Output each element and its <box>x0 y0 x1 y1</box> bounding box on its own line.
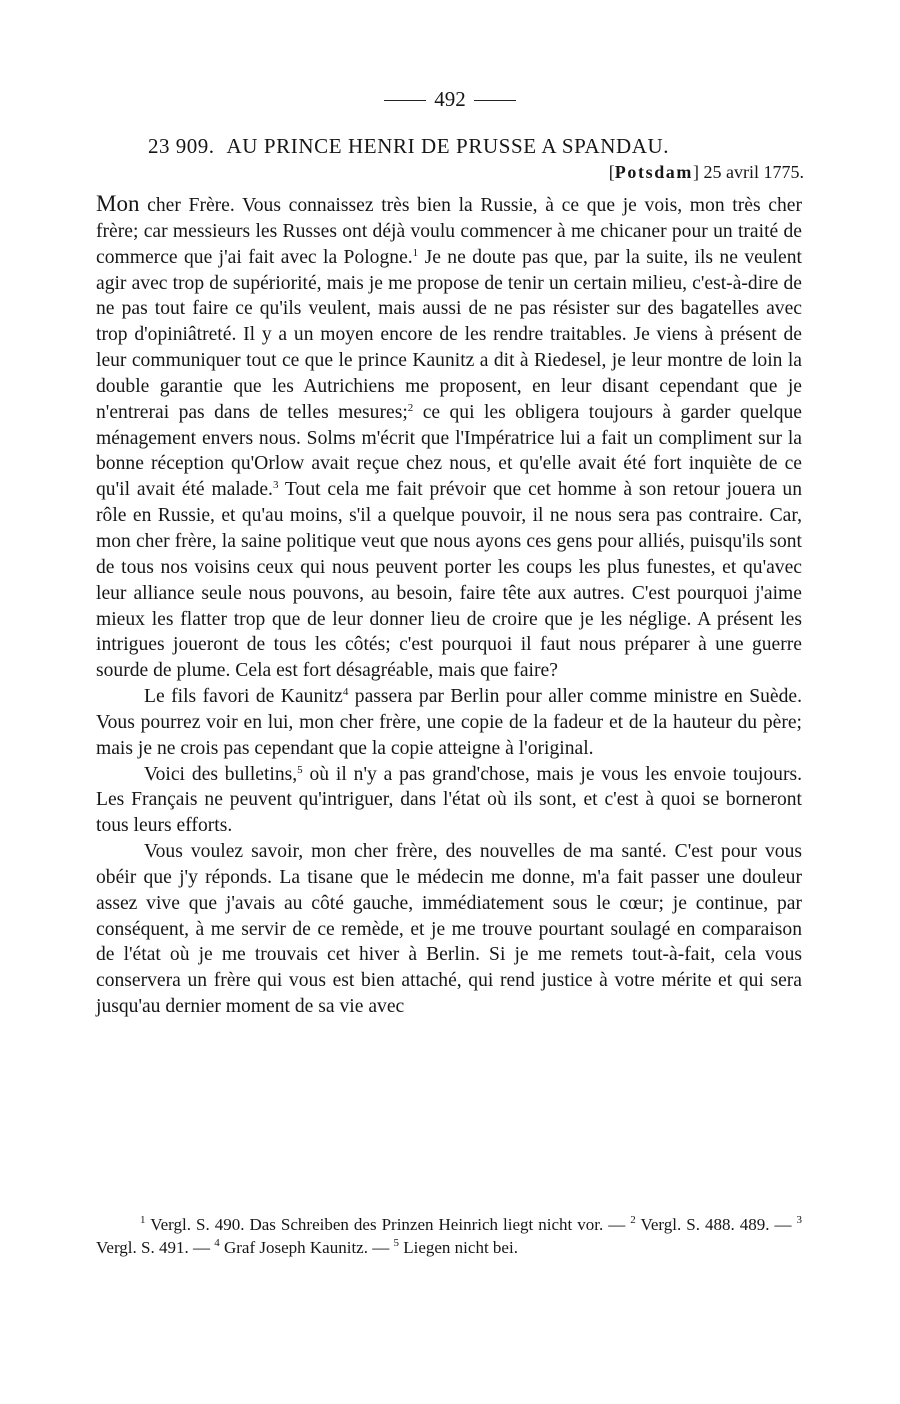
paragraph-1 <box>96 191 802 684</box>
letter-body <box>96 191 802 1020</box>
footnote-2-text: Vergl. S. 488. 489. — <box>635 1215 797 1234</box>
letter-title: AU PRINCE HENRI DE PRUSSE A SPANDAU. <box>226 134 670 158</box>
footnote-1-text: Vergl. S. 490. Das Schreiben des Prinzen Heinrich liegt nicht vor. — <box>145 1215 631 1234</box>
paragraph-2-text-a: Le fils favori de Kaunitz <box>144 686 343 708</box>
footnote-5-marker: 5 <box>393 1236 399 1249</box>
footnote-ref-3: 3 <box>272 479 279 492</box>
footnote-2-marker: 2 <box>630 1214 636 1226</box>
footnote-5-text: Liegen nicht bei. <box>398 1237 518 1257</box>
paragraph-1-text-a: cher Frère. Vous connaissez très bien la Russie, à ce que je vois, mon très cher frère; car messieurs les Russes ont déjà voulu commencer à me chicaner pour un traité de commerce que j'ai fait avec la Pologne. <box>96 195 802 268</box>
letter-place: Potsdam <box>614 162 693 182</box>
paragraph-2 <box>96 684 802 762</box>
footnote-4-text: Graf Joseph Kaunitz. — <box>219 1237 394 1257</box>
paragraph-1-text-d: Tout cela me fait prévoir que cet homme à son retour jouera un rôle en Russie, et qu'au moins, s'il a quelque pouvoir, il ne nous sera pas contraire. Car, mon cher frère, la saine politique veut que nous ayons ces gens pour alliés, puisqu'ils sont de tous nos voisins ceux qui nous peuvent porter les coups les plus funestes, et qu'avec leur alliance seule nous pouvons, au besoin, faire tête aux autres. C'est pourquoi j'aime mieux les flatter trop que de leur donner lieu de croire que je les néglige. A présent les intrigues joueront de tous les côtés; c'est pourquoi il faut nous préparer à une guerre sourde de plume. Cela est fort désagréable, mais que faire? <box>96 479 802 682</box>
paragraph-1-text-c: ce qui les obligera toujours à garder quelque ménagement envers nous. Solms m'écrit que l'Impératrice lui a fait un compliment sur la bonne réception qu'Orlow avait reçue chez nous, et qu'elle avait été fort inquiète de ce qu'il avait été malade. <box>96 401 802 501</box>
header-rule-left <box>384 100 426 101</box>
paragraph-3-text-a: Voici des bulletins, <box>144 763 298 785</box>
footnote-ref-4: 4 <box>342 686 349 699</box>
paragraph-3-text-b: où il n'y a pas grand'chose, mais je vous les envoie toujours. Les Français ne peuvent qu'intriguer, dans l'état où ils sont, et c'est à quoi se borneront tous leurs efforts. <box>96 763 802 837</box>
footnote-block <box>96 1214 802 1259</box>
letter-dateline: [Potsdam] 25 avril 1775. <box>608 162 804 182</box>
footnotes <box>96 1214 802 1259</box>
footnote-3-text: Vergl. S. 491. — <box>96 1237 215 1257</box>
letter-date: 25 avril 1775. <box>703 162 804 182</box>
paragraph-3 <box>96 762 802 840</box>
footnote-ref-5: 5 <box>297 763 303 776</box>
footnote-4-marker: 4 <box>214 1236 220 1249</box>
letter-heading <box>148 132 808 160</box>
opening-word: Mon <box>96 191 140 216</box>
footnote-ref-2: 2 <box>407 401 414 414</box>
letter-number: 23 909. <box>148 134 215 158</box>
footnote-3-marker: 3 <box>796 1214 802 1226</box>
footnote-1-marker: 1 <box>140 1214 146 1226</box>
page-number: 492 <box>434 87 466 111</box>
header-rule-right <box>474 100 516 101</box>
page-header <box>0 86 900 112</box>
paragraph-2-text-b: passera par Berlin pour aller comme ministre en Suède. Vous pourrez voir en lui, mon cher frère, une copie de la fadeur et de la hauteur du père; mais je ne crois pas cependant que la copie atteigne à l'original. <box>96 686 802 759</box>
paragraph-1-text-b: Je ne doute pas que, par la suite, ils ne veulent agir avec trop de supériorité, mais je me propose de tenir un certain milieu, c'est-à-dire de ne pas tout faire ce qu'ils veulent, mais aussi de ne pas résister sur des bagatelles avec trop d'opiniâtreté. Il y a un moyen encore de les rendre traitables. Je viens à présent de leur communiquer tout ce que le prince Kaunitz a dit à Riedesel, je leur montre de loin la double garantie que les Autrichiens me proposent, en leur disant cependant que je n'entrerai pas dans de telles mesures; <box>96 246 802 423</box>
paragraph-4: Vous voulez savoir, mon cher frère, des nouvelles de ma santé. C'est pour vous obéir que j'y réponds. La tisane que le médecin me donne, m'a fait passer une douleur assez vive que j'avais au côté gauche, immédiatement sous le cœur; je continue, par conséquent, à me servir de ce remède, et je me trouve pourtant soulagé en comparaison de l'état où je me trouvais cet hiver à Berlin. Si je me remets tout-à-fait, cela vous conservera un frère qui vous est bien attaché, qui rend justice à votre mérite et qui sera jusqu'au dernier moment de sa vie avec <box>96 841 802 1018</box>
footnote-ref-1: 1 <box>412 246 419 259</box>
